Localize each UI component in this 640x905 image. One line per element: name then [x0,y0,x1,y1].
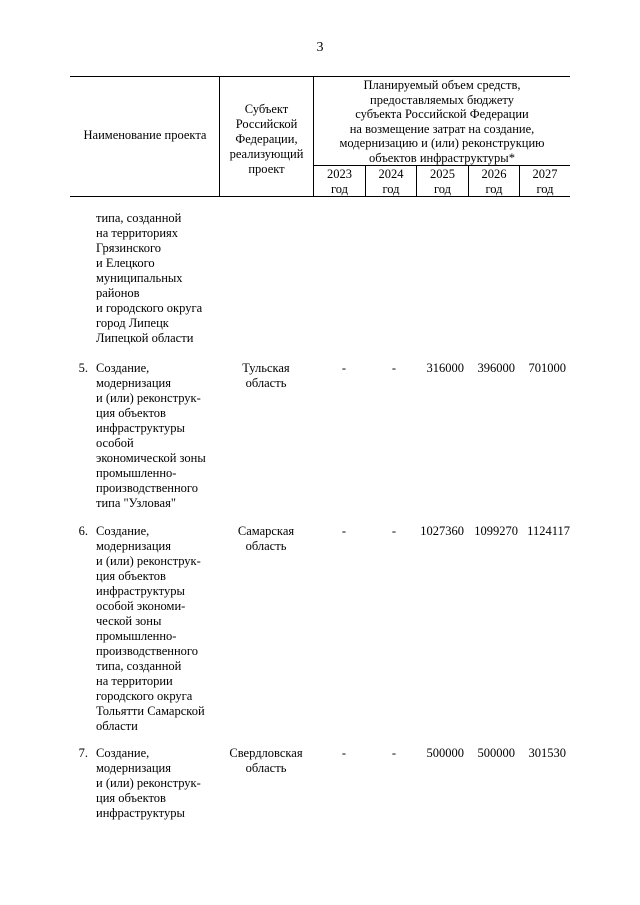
value-2025: 316000 [426,361,464,375]
header-subject: Субъект Российской Федерации, реализующий проект [229,102,304,176]
row-number: 6. [78,524,88,538]
value-2025: 1027360 [420,524,464,538]
region-name: Тульская область [242,361,290,390]
row-number: 5. [78,361,88,375]
project-name: Создание, модернизация и (или) реконструк- ция объектов инфраструктуры особой экономи- ческой зоны промышленно- производственного типа, созданной на территории городского округа Тольятти Самарской области [96,524,205,733]
value-2026: 1099270 [474,524,518,538]
region-name: Свердловская область [229,746,303,775]
value-2024: - [391,524,396,538]
page-number: 3 [316,40,324,55]
project-name: Создание, модернизация и (или) реконструк- ция объектов инфраструктуры особой экономической зоны промышленно- производственного типа "Узловая" [96,361,206,510]
value-2023: - [341,361,346,375]
value-2026: 500000 [477,746,515,760]
header-funding: Планируемый объем средств, предоставляемых бюджету субъекта Российской Федерации на возмещение затрат на создание, модернизацию и (или) реконструкцию объектов инфраструктуры* [339,78,545,165]
continuation-project-name: типа, созданной на территориях Грязинского и Елецкого муниципальных районов и городского округа город Липецк Липецкой области [96,211,203,345]
row-number: 7. [78,746,88,760]
value-2026: 396000 [477,361,515,375]
value-2025: 500000 [426,746,464,760]
header-year-2026: 2026 год [481,167,507,196]
header-divider [219,76,220,197]
value-2023: - [341,524,346,538]
header-year-rule [313,165,570,166]
value-2027: 301530 [528,746,566,760]
value-2024: - [391,746,396,760]
region-name: Самарская область [237,524,295,553]
header-top-rule [70,76,570,77]
header-year-2024: 2024 год [378,167,404,196]
value-2027: 1124117 [527,524,570,538]
header-year-2025: 2025 год [430,167,455,196]
header-project-name: Наименование проекта [83,128,207,142]
value-2027: 701000 [528,361,566,375]
header-year-2027: 2027 год [532,167,558,196]
project-name: Создание, модернизация и (или) реконструк- ция объектов инфраструктуры [96,746,201,820]
value-2023: - [341,746,346,760]
header-year-2023: 2023 год [327,167,352,196]
value-2024: - [391,361,396,375]
